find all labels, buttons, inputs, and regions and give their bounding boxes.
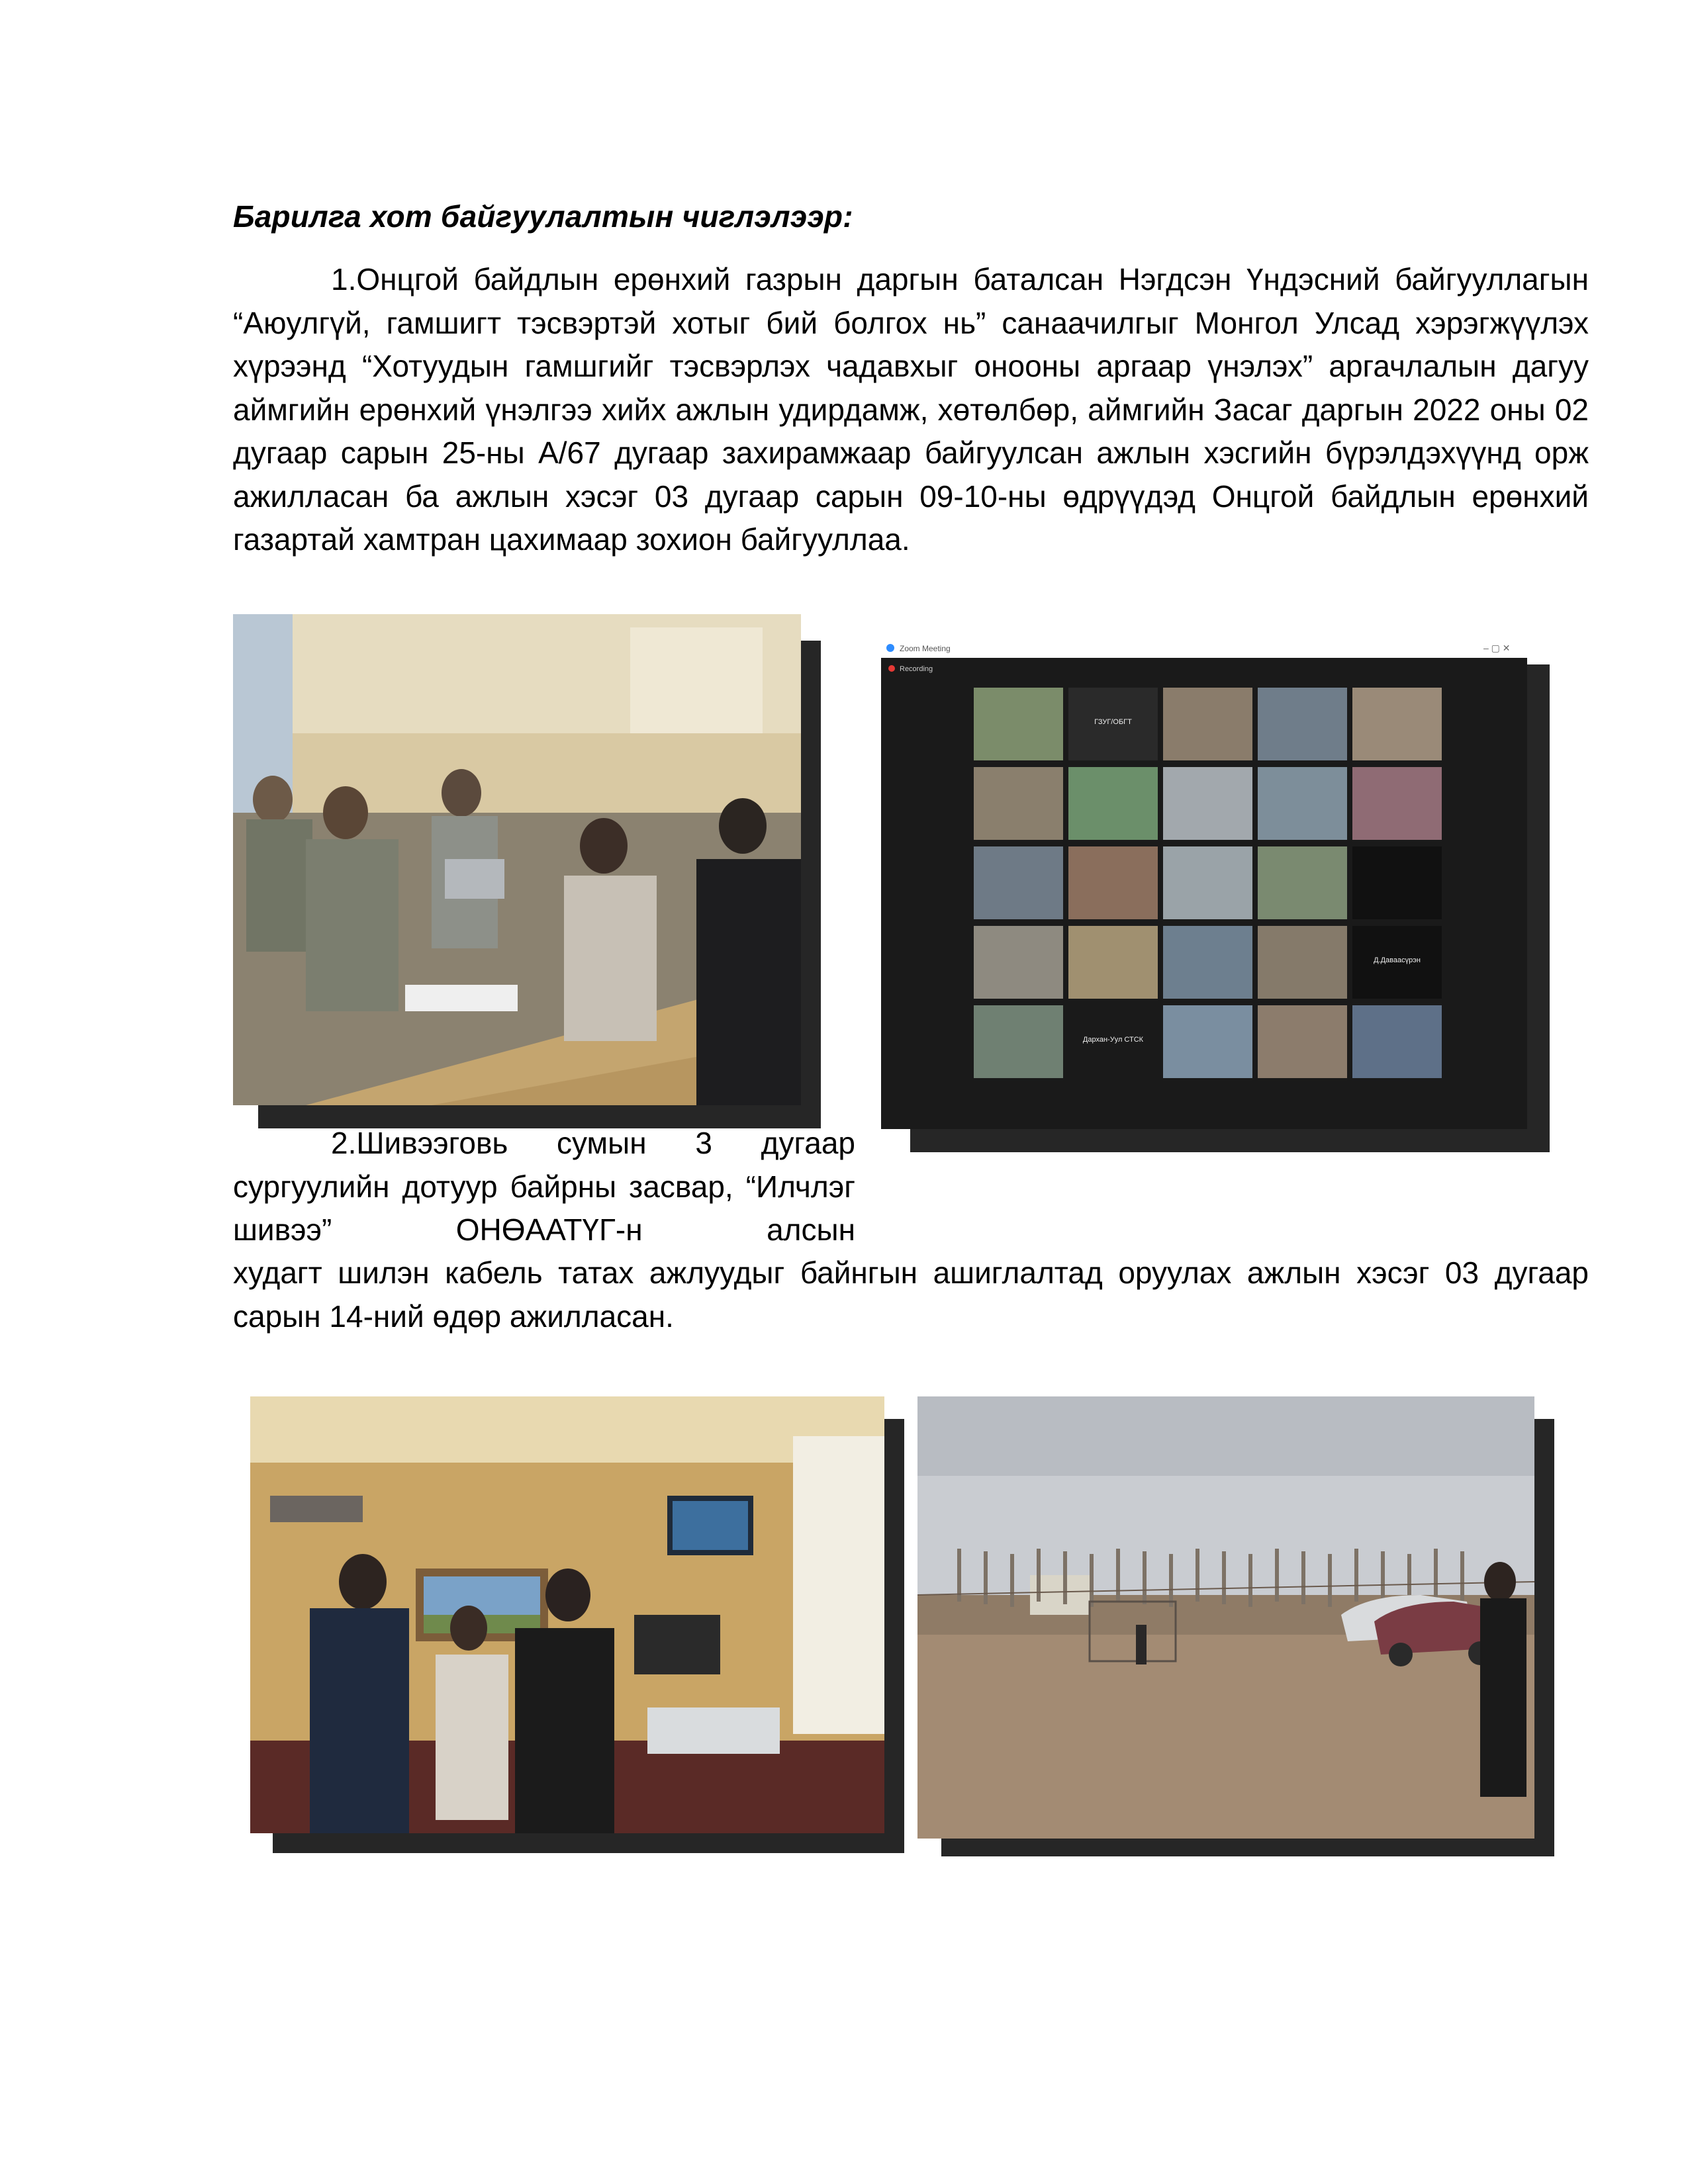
zoom-participant-tile xyxy=(1163,1005,1252,1078)
fence-post xyxy=(1116,1549,1120,1602)
zoom-participant-tile xyxy=(1352,846,1442,919)
meeting-room-photo xyxy=(233,614,821,1128)
zoom-tile-label: Дархан-Уул СТСК xyxy=(1082,1036,1144,1044)
zoom-participant-tile xyxy=(974,688,1063,760)
fence-post xyxy=(1143,1551,1147,1604)
zoom-participant-tile xyxy=(1068,846,1158,919)
fence-post xyxy=(1222,1551,1226,1604)
paragraph-1: 1.Онцгой байдлын ерөнхий газрын даргын баталсан Нэгдсэн Үндэсний байгууллагын “Аюулгүй, гамшигт тэсвэртэй хотыг бий болгох нь” санаачилгыг Монгол Улсад хэрэгжүүлэх хүрээнд “Хотуудын гамшгийг тэсвэрлэх чадавхыг онооны аргаар үнэлэх” аргачлалын дагуу аймгийн ерөнхий үнэлгээ хийх ажлын удирдамж, хөтөлбөр, аймгийн Засаг даргын 2022 оны 02 дугаар сарын 25-ны А/67 дугаар захирамжаар байгуулсан ажлын хэсгийн бүрэлдэхүүнд орж ажилласан ба ажлын хэсэг 03 дугаар сарын 09-10-ны өдрүүдэд Онцгой байдлын ерөнхий газартай хамтран цахимаар зохион байгууллаа. xyxy=(233,262,1589,557)
control-room-photo xyxy=(250,1396,904,1853)
fence-post xyxy=(1460,1551,1464,1604)
zoom-participant-tile xyxy=(1258,688,1347,760)
control-room-image xyxy=(250,1396,884,1833)
zoom-participant-tile xyxy=(1163,767,1252,840)
zoom-participant-tile xyxy=(974,767,1063,840)
zoom-participant-tile xyxy=(974,1005,1063,1078)
fence-post xyxy=(1248,1554,1252,1607)
svg-text:– ▢ ✕: – ▢ ✕ xyxy=(1483,643,1511,653)
zoom-tile-label: ГЗУГ/ОБГТ xyxy=(1094,718,1132,726)
fence-post xyxy=(1354,1549,1358,1602)
fence-post xyxy=(1196,1549,1199,1602)
zoom-participant-tile xyxy=(1163,688,1252,760)
zoom-participant-tile xyxy=(1258,926,1347,999)
zoom-participant-tile xyxy=(1068,926,1158,999)
fence-post xyxy=(1328,1554,1332,1607)
svg-text:Recording: Recording xyxy=(900,665,933,673)
fence-post xyxy=(1434,1549,1438,1602)
zoom-participant-tile xyxy=(1352,688,1442,760)
zoom-participant-tile xyxy=(1163,926,1252,999)
zoom-participant-tile xyxy=(1258,1005,1347,1078)
fence-post xyxy=(1063,1551,1067,1604)
zoom-participant-tile xyxy=(1352,767,1442,840)
fence-post xyxy=(1381,1551,1385,1604)
well-site-photo xyxy=(917,1396,1554,1856)
fence-post xyxy=(1090,1554,1094,1607)
fence-post xyxy=(984,1551,988,1604)
zoom-participant-tile xyxy=(1352,1005,1442,1078)
zoom-meeting-screenshot xyxy=(881,638,1527,1129)
zoom-participant-tile xyxy=(974,926,1063,999)
paragraph-2-part-2: худагт шилэн кабель татах ажлуудыг байнгын ашиглалтад оруулах ажлын хэсэг 03 дугаар сарын 14-ний өдөр ажилласан. xyxy=(233,1255,1589,1334)
svg-text:Zoom Meeting: Zoom Meeting xyxy=(900,644,951,653)
fence-post xyxy=(1169,1554,1173,1607)
fence-post xyxy=(1275,1549,1279,1602)
fence-post xyxy=(1301,1551,1305,1604)
zoom-participant-tile xyxy=(1258,767,1347,840)
paragraph-2-part-1: 2.Шивээговь сумын 3 дугаар сургуулийн дотуур байрны засвар, “Илчлэг шивээ” ОНӨААТҮГ-н алсын xyxy=(233,1126,855,1247)
zoom-meeting-photo xyxy=(881,638,1550,1152)
meeting-room-image xyxy=(233,614,801,1105)
well-site-image xyxy=(917,1396,1534,1839)
zoom-tile-label: Д.Даваасүрэн xyxy=(1374,956,1421,964)
zoom-participant-tile xyxy=(1258,846,1347,919)
zoom-participant-tile xyxy=(974,846,1063,919)
zoom-participant-tile xyxy=(1068,767,1158,840)
fence-post xyxy=(1037,1549,1041,1602)
fence-post xyxy=(1010,1554,1014,1607)
section-heading: Барилга хот байгуулалтын чиглэлээр: xyxy=(233,199,853,234)
zoom-participant-tile xyxy=(1163,846,1252,919)
